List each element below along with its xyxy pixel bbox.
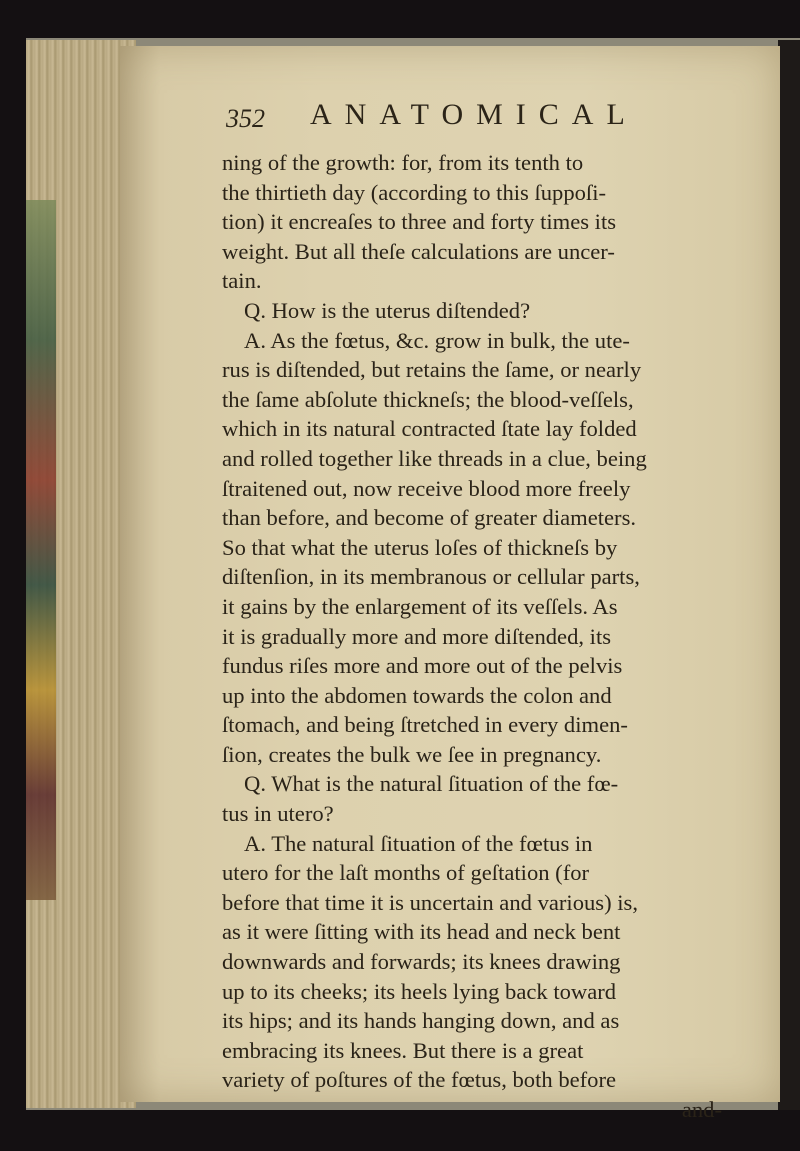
text-line: which in its natural contracted ſtate lay folded (222, 416, 637, 442)
body-text (222, 148, 722, 1125)
text-line: than before, and become of greater diameters. (222, 505, 637, 531)
text-line: up to its cheeks; its heels lying back toward (222, 978, 617, 1004)
text-line: embracing its knees. But there is a great (222, 1037, 584, 1063)
answer-line: A. As the fœtus, &c. grow in bulk, the ute- (244, 327, 630, 353)
text-line: fundus riſes more and more out of the pelvis (222, 653, 623, 679)
text-line: ning of the growth: for, from its tenth to (222, 150, 584, 175)
running-title: ANATOMICAL (310, 98, 638, 131)
text-line: it gains by the enlargement of its veſſels. As (222, 593, 618, 619)
text-line: it is gradually more and more diſtended, its (222, 623, 612, 649)
text-line: before that time it is uncertain and various) is, (222, 889, 638, 915)
catchword: and- (681, 1097, 722, 1122)
text-line: ſtomach, and being ſtretched in every dimen- (222, 712, 628, 738)
text-line: weight. But all theſe calculations are uncer- (222, 238, 615, 264)
page-number: 352 (226, 104, 265, 133)
text-line: rus is diſtended, but retains the ſame, or nearly (222, 357, 642, 383)
question-line: Q. What is the natural ſituation of the fœ- (244, 771, 619, 797)
text-line: ſtraitened out, now receive blood more freely (222, 475, 631, 501)
text-line: tion) it encreaſes to three and forty times its (222, 209, 617, 235)
text-line: diſtenſion, in its membranous or cellular parts, (222, 564, 640, 590)
page-header (226, 98, 726, 138)
text-line: and rolled together like threads in a clue, being (222, 445, 647, 471)
text-line: So that what the uterus loſes of thickneſs by (222, 534, 618, 560)
text-line: tain. (222, 268, 262, 294)
text-line: the thirtieth day (according to this ſuppoſi- (222, 179, 607, 205)
text-line: its hips; and its hands hanging down, and as (222, 1008, 620, 1034)
text-line: up into the abdomen towards the colon and (222, 682, 612, 708)
text-line: variety of poſtures of the fœtus, both before (222, 1067, 617, 1093)
marbled-edge (26, 200, 56, 900)
answer-line: A. The natural ſituation of the fœtus in (244, 830, 593, 856)
text-line: tus in utero? (222, 801, 334, 827)
text-line: the ſame abſolute thickneſs; the blood-veſſels, (222, 386, 634, 412)
question-line: Q. How is the uterus diſtended? (244, 297, 531, 323)
text-line: utero for the laſt months of geſtation (for (222, 860, 590, 886)
text-line: as it were ſitting with its head and neck bent (222, 919, 621, 945)
text-line: ſion, creates the bulk we ſee in pregnancy. (222, 741, 602, 767)
book-right-edge (778, 40, 800, 1110)
text-line: downwards and forwards; its knees drawing (222, 949, 621, 975)
